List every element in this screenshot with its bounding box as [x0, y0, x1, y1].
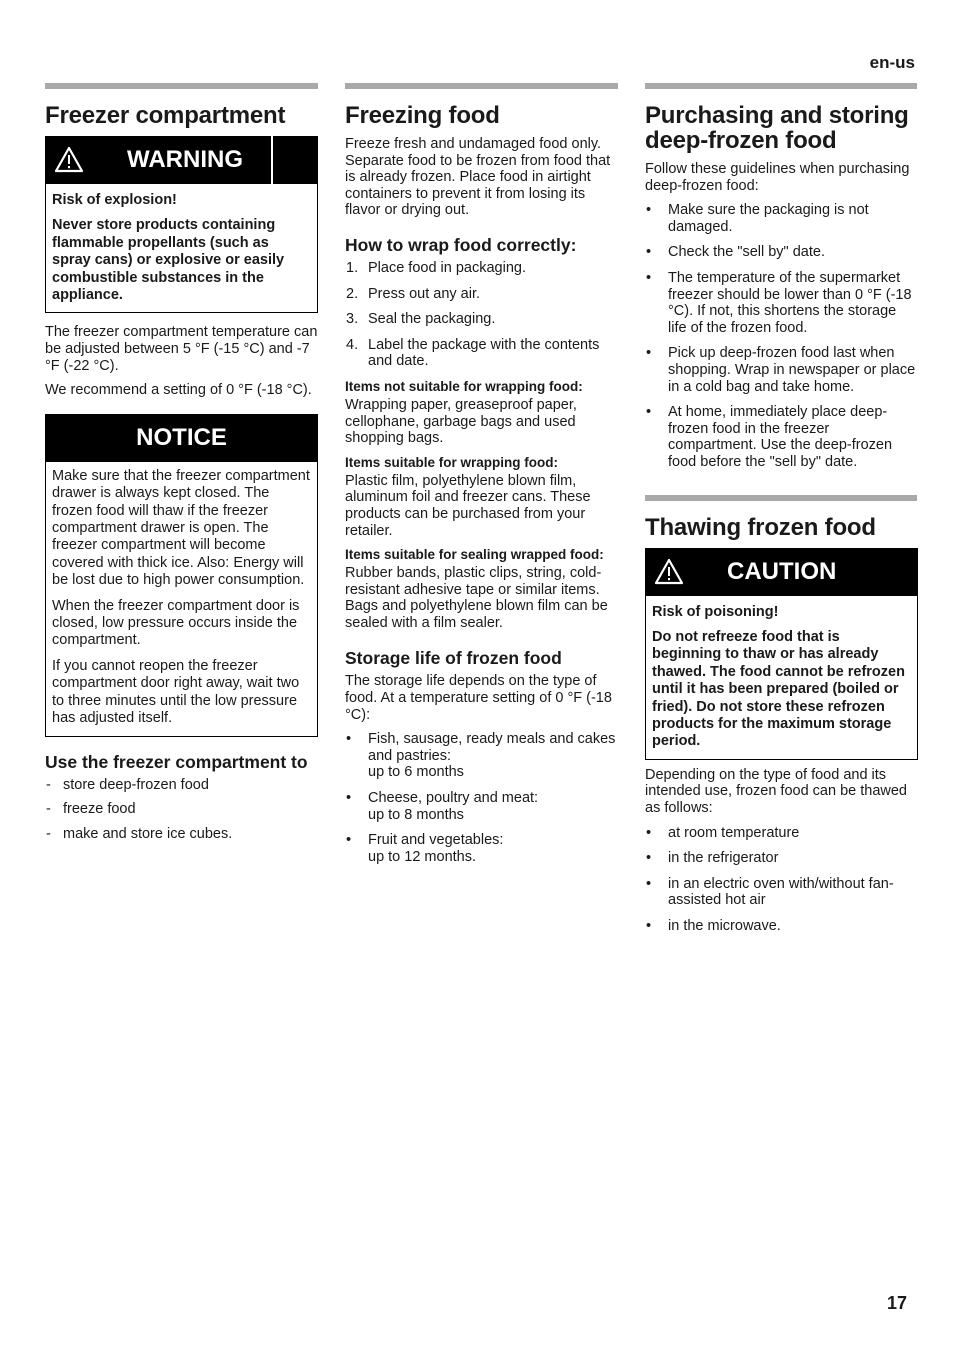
freezer-compartment-section [45, 83, 318, 850]
list-item: - make and store ice cubes. [46, 825, 233, 842]
warning-triangle-icon [654, 558, 684, 585]
sealing-text: Rubber bands, plastic clips, string, cold-resistant adhesive tape or similar items. [345, 565, 602, 598]
list-item: • at room temperature [646, 824, 800, 841]
notice-header [45, 414, 318, 462]
list-item: • in the microwave. [646, 917, 781, 934]
list-item: • in the refrigerator [646, 850, 779, 867]
section-rule [345, 83, 618, 89]
notice-label: NOTICE [136, 423, 227, 451]
header-divider [271, 136, 273, 184]
temperature-range-text: The freezer compartment temperature can be adjusted between 5 °F (-15 °C) and -7 °F (-22 °C). [45, 324, 318, 374]
list-item: • Make sure the packaging is not damaged. [646, 202, 869, 235]
storage-intro: The storage life depends on the type of food. At a temperature setting of 0 °F (-18 °C): [345, 673, 612, 723]
sealing-text: Bags and polyethylene blown film can be sealed with a film sealer. [345, 598, 608, 631]
list-item: • Fish, sausage, ready meals and cakes and pastries: up to 6 months [346, 731, 616, 781]
language-code: en-us [869, 53, 915, 72]
intro-text: Follow these guidelines when purchasing deep-frozen food: [645, 161, 910, 194]
warning-label: WARNING [127, 146, 243, 173]
list-item: • Check the "sell by" date. [646, 244, 825, 261]
guidelines-list [645, 202, 917, 470]
list-item: 3. Seal the packaging. [346, 311, 496, 328]
caution-label: CAUTION [727, 557, 837, 585]
wrap-heading: How to wrap food correctly: [345, 234, 577, 255]
thaw-intro: Depending on the type of food and its intended use, frozen food can be thawed as follows: [645, 766, 907, 816]
caution-box [645, 548, 918, 760]
warning-triangle-icon [54, 146, 84, 173]
notice-box [45, 414, 318, 737]
section-rule [645, 83, 917, 89]
use-list [45, 777, 318, 843]
suitable-text: Plastic film, polyethylene blown film, aluminum foil and freezer cans. These products can be purchased from your retailer. [345, 472, 591, 539]
list-item: • Pick up deep-frozen food last when shopping. Wrap in newspaper or place in a cold bag and take home. [646, 345, 916, 395]
list-item: - store deep-frozen food [46, 776, 209, 793]
caution-header [645, 548, 918, 596]
list-item: 1. Place food in packaging. [346, 259, 526, 276]
not-suitable-text: Wrapping paper, greaseproof paper, cellophane, garbage bags and used shopping bags. [345, 396, 577, 447]
caution-risk: Risk of poisoning! [652, 603, 779, 620]
caution-text: Do not refreeze food that is beginning to thaw or has already thawed. The food cannot be refrozen until it has been prepared (boiled or fried). Do not store these refrozen products for the maximum storage period. [652, 628, 905, 750]
warning-risk: Risk of explosion! [52, 192, 177, 208]
sealing-heading: Items suitable for sealing wrapped food: [345, 547, 604, 563]
section-rule [645, 495, 917, 501]
warning-text: Never store products containing flammable propellants (such as spray cans) or explosive or easily combustible substances in the appliance. [52, 217, 285, 304]
list-item: • Fruit and vegetables: up to 12 months. [346, 832, 504, 865]
recommended-setting-text: We recommend a setting of 0 °F (-18 °C). [45, 382, 312, 399]
section-rule [45, 83, 318, 89]
notice-paragraph: Make sure that the freezer compartment drawer is always kept closed. The frozen food will thaw if the freezer compartment drawer is open. The freezer compartment will become covered with thick ice. Also: Energy will be lost due to high power consumption. [52, 467, 310, 589]
notice-paragraph: When the freezer compartment door is closed, low pressure occurs inside the compartment. [52, 597, 300, 649]
section-title: Freezer compartment [45, 102, 286, 129]
page-number: 17 [886, 1293, 907, 1313]
warning-box [45, 136, 318, 313]
purchasing-section [645, 83, 917, 944]
section-title: Freezing food [345, 102, 500, 129]
not-suitable-heading: Items not suitable for wrapping food: [345, 378, 583, 394]
storage-heading: Storage life of frozen food [345, 648, 562, 669]
wrap-steps-list [345, 260, 618, 370]
list-item: • Cheese, poultry and meat: up to 8 months [346, 790, 539, 823]
section-title: Purchasing and storing deep-frozen food [645, 102, 909, 154]
suitable-heading: Items suitable for wrapping food: [345, 454, 559, 470]
section-title: Thawing frozen food [645, 513, 876, 541]
thawing-section [645, 495, 917, 935]
list-item: • The temperature of the supermarket freezer should be lower than 0 °F (-18 °C). If not, this shortens the storage life of the frozen food. [646, 269, 912, 336]
warning-header [45, 136, 318, 184]
list-item: • At home, immediately place deep-frozen food in the freezer compartment. Use the deep-frozen food before the "sell by" date. [646, 404, 893, 470]
list-item: 2. Press out any air. [346, 285, 481, 302]
caution-body [645, 596, 918, 760]
notice-body [45, 462, 318, 737]
warning-body [45, 184, 318, 313]
notice-paragraph: If you cannot reopen the freezer compartment door right away, wait two to three minutes until the low pressure has adjusted itself. [52, 657, 300, 727]
list-item: • in an electric oven with/without fan-assisted hot air [646, 875, 894, 909]
list-item: - freeze food [46, 801, 136, 818]
use-heading: Use the freezer compartment to [45, 751, 308, 772]
list-item: 4. Label the package with the contents and date. [346, 336, 600, 370]
storage-list [345, 731, 618, 865]
freezing-food-section [345, 83, 618, 874]
thaw-list [645, 825, 917, 935]
intro-text: Freeze fresh and undamaged food only. Separate food to be frozen from food that is already frozen. Place food in airtight containers to prevent it from losing its flavor or drying out. [345, 136, 611, 219]
